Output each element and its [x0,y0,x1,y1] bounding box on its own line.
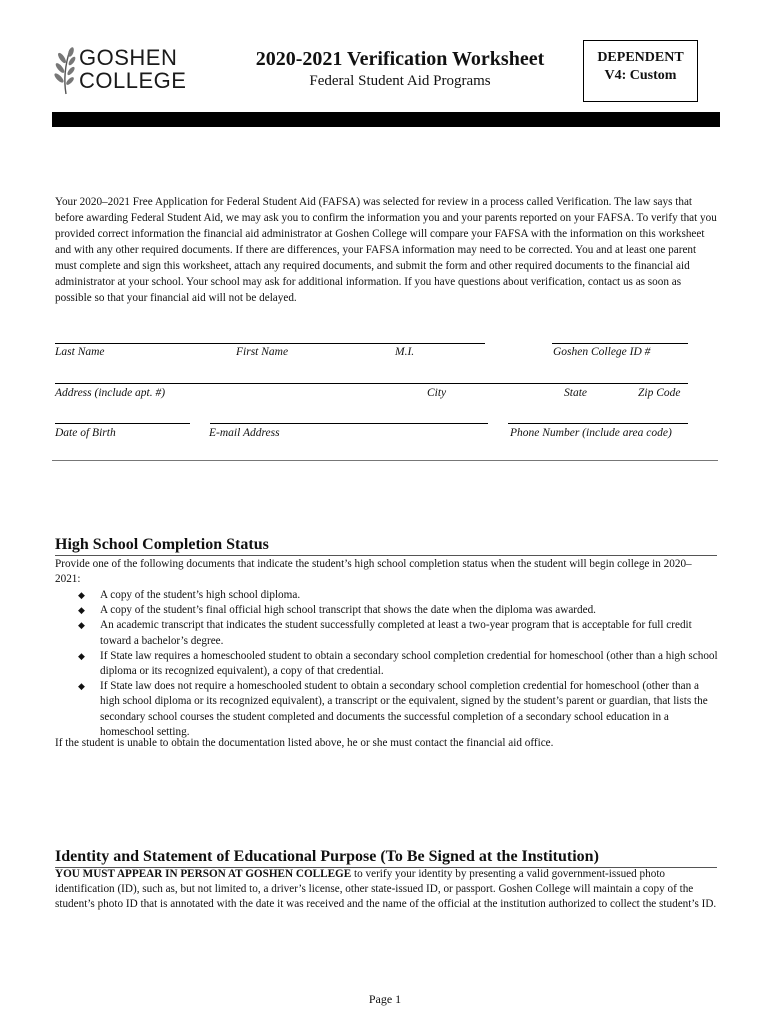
identity-lead: YOU MUST APPEAR IN PERSON AT GOSHEN COLLEGE [55,868,352,880]
list-item: ◆ An academic transcript that indicates the student successfully completed at least a two-year program that is acceptable for full credit toward a bachelor’s degree. [78,619,692,647]
high-school-heading: High School Completion Status [55,536,269,553]
badge-line-2: V4: Custom [604,68,677,83]
identity-text: to verify your identity by presenting a valid government-issued photo identification (ID), such as, but not limited to, a driver’s license, other state-issued ID, or passport. Goshen College will maintain a copy of the student’s photo ID that is annotated with the date it was received and the name of the official at the institution authorized to collect the student’s ID. [55,868,717,911]
logo-line-1: GOSHEN [79,45,178,70]
high-school-footer: If the student is unable to obtain the documentation listed above, he or she must contact the financial aid office. [55,737,554,749]
page-subtitle: Federal Student Aid Programs [309,73,491,89]
dob-line[interactable] [55,423,190,424]
high-school-document-list [55,588,718,740]
phone-line[interactable] [508,423,688,424]
intro-paragraph: Your 2020–2021 Free Application for Federal Student Aid (FAFSA) was selected for review in a process called Verification. The law says that before awarding Federal Student Aid, we may ask you to confirm the information you and your parents reported on your FAFSA. To verify that you provided correct information the financial aid administrator at Goshen College will compare your FAFSA with the information on this worksheet and with any other required documents. If there are differences, your FAFSA information may need to be corrected. You and at least one parent must complete and sign this worksheet, attach any required documents, and submit the form and other required documents to the financial aid administrator at your school. Your school may ask for additional information. If you have questions about verification, contact us as soon as possible so that your financial aid will not be delayed. [55,196,717,304]
name-line[interactable] [55,343,485,344]
identity-paragraph [55,867,717,913]
phone-label: Phone Number (include area code) [510,427,672,439]
email-line[interactable] [210,423,488,424]
address-line[interactable] [55,383,688,384]
zip-label: Zip Code [638,387,681,399]
list-item: ◆ If State law requires a homeschooled student to obtain a secondary school completion credential for homeschool (other than a high school diploma or its recognized equivalent), a copy of that credential. [78,649,718,678]
email-label: E-mail Address [209,427,280,439]
list-item: ◆ A copy of the student’s high school diploma. [55,588,718,603]
diamond-bullet-icon: ◆ [78,605,85,616]
identity-heading: Identity and Statement of Educational Purpose (To Be Signed at the Institution) [55,848,599,865]
page-number: Page 1 [368,992,402,1006]
diamond-bullet-icon: ◆ [78,681,85,692]
section-divider [52,460,718,461]
diamond-bullet-icon: ◆ [78,650,85,661]
diamond-bullet-icon: ◆ [78,620,85,631]
list-item: ◆ A copy of the student’s final official high school transcript that shows the date when the diploma was awarded. [55,603,718,618]
dob-label: Date of Birth [55,427,116,439]
college-id-line[interactable] [552,343,688,344]
page-title: 2020-2021 Verification Worksheet [255,48,545,70]
goshen-college-logo [52,44,202,96]
list-item: ◆ If State law does not require a homeschooled student to obtain a secondary school completion credential for homeschool (other than a high school diploma or its recognized equivalent), a transcript or the equivalent, signed by the student’s parent or guardian, that lists the secondary school courses the student completed and documents the successful completion of a secondary school education in a homeschool setting. [78,680,708,738]
city-label: City [427,387,447,399]
last-name-label: Last Name [55,346,105,358]
college-id-label: Goshen College ID # [553,346,651,358]
high-school-heading-rule [55,555,717,556]
logo-line-2: COLLEGE [79,68,187,93]
mi-label: M.I. [395,346,415,358]
high-school-intro: Provide one of the following documents that indicate the student’s high school completion status when the student will begin college in 2020–2021: [55,558,692,586]
dependency-badge [583,40,698,102]
first-name-label: First Name [236,346,289,358]
wheat-sprig-icon [52,44,78,96]
diamond-bullet-icon: ◆ [78,590,85,600]
header-divider-bar [52,112,720,127]
state-label: State [564,387,587,399]
address-label: Address (include apt. #) [55,387,166,399]
badge-line-1: DEPENDENT [597,50,684,65]
